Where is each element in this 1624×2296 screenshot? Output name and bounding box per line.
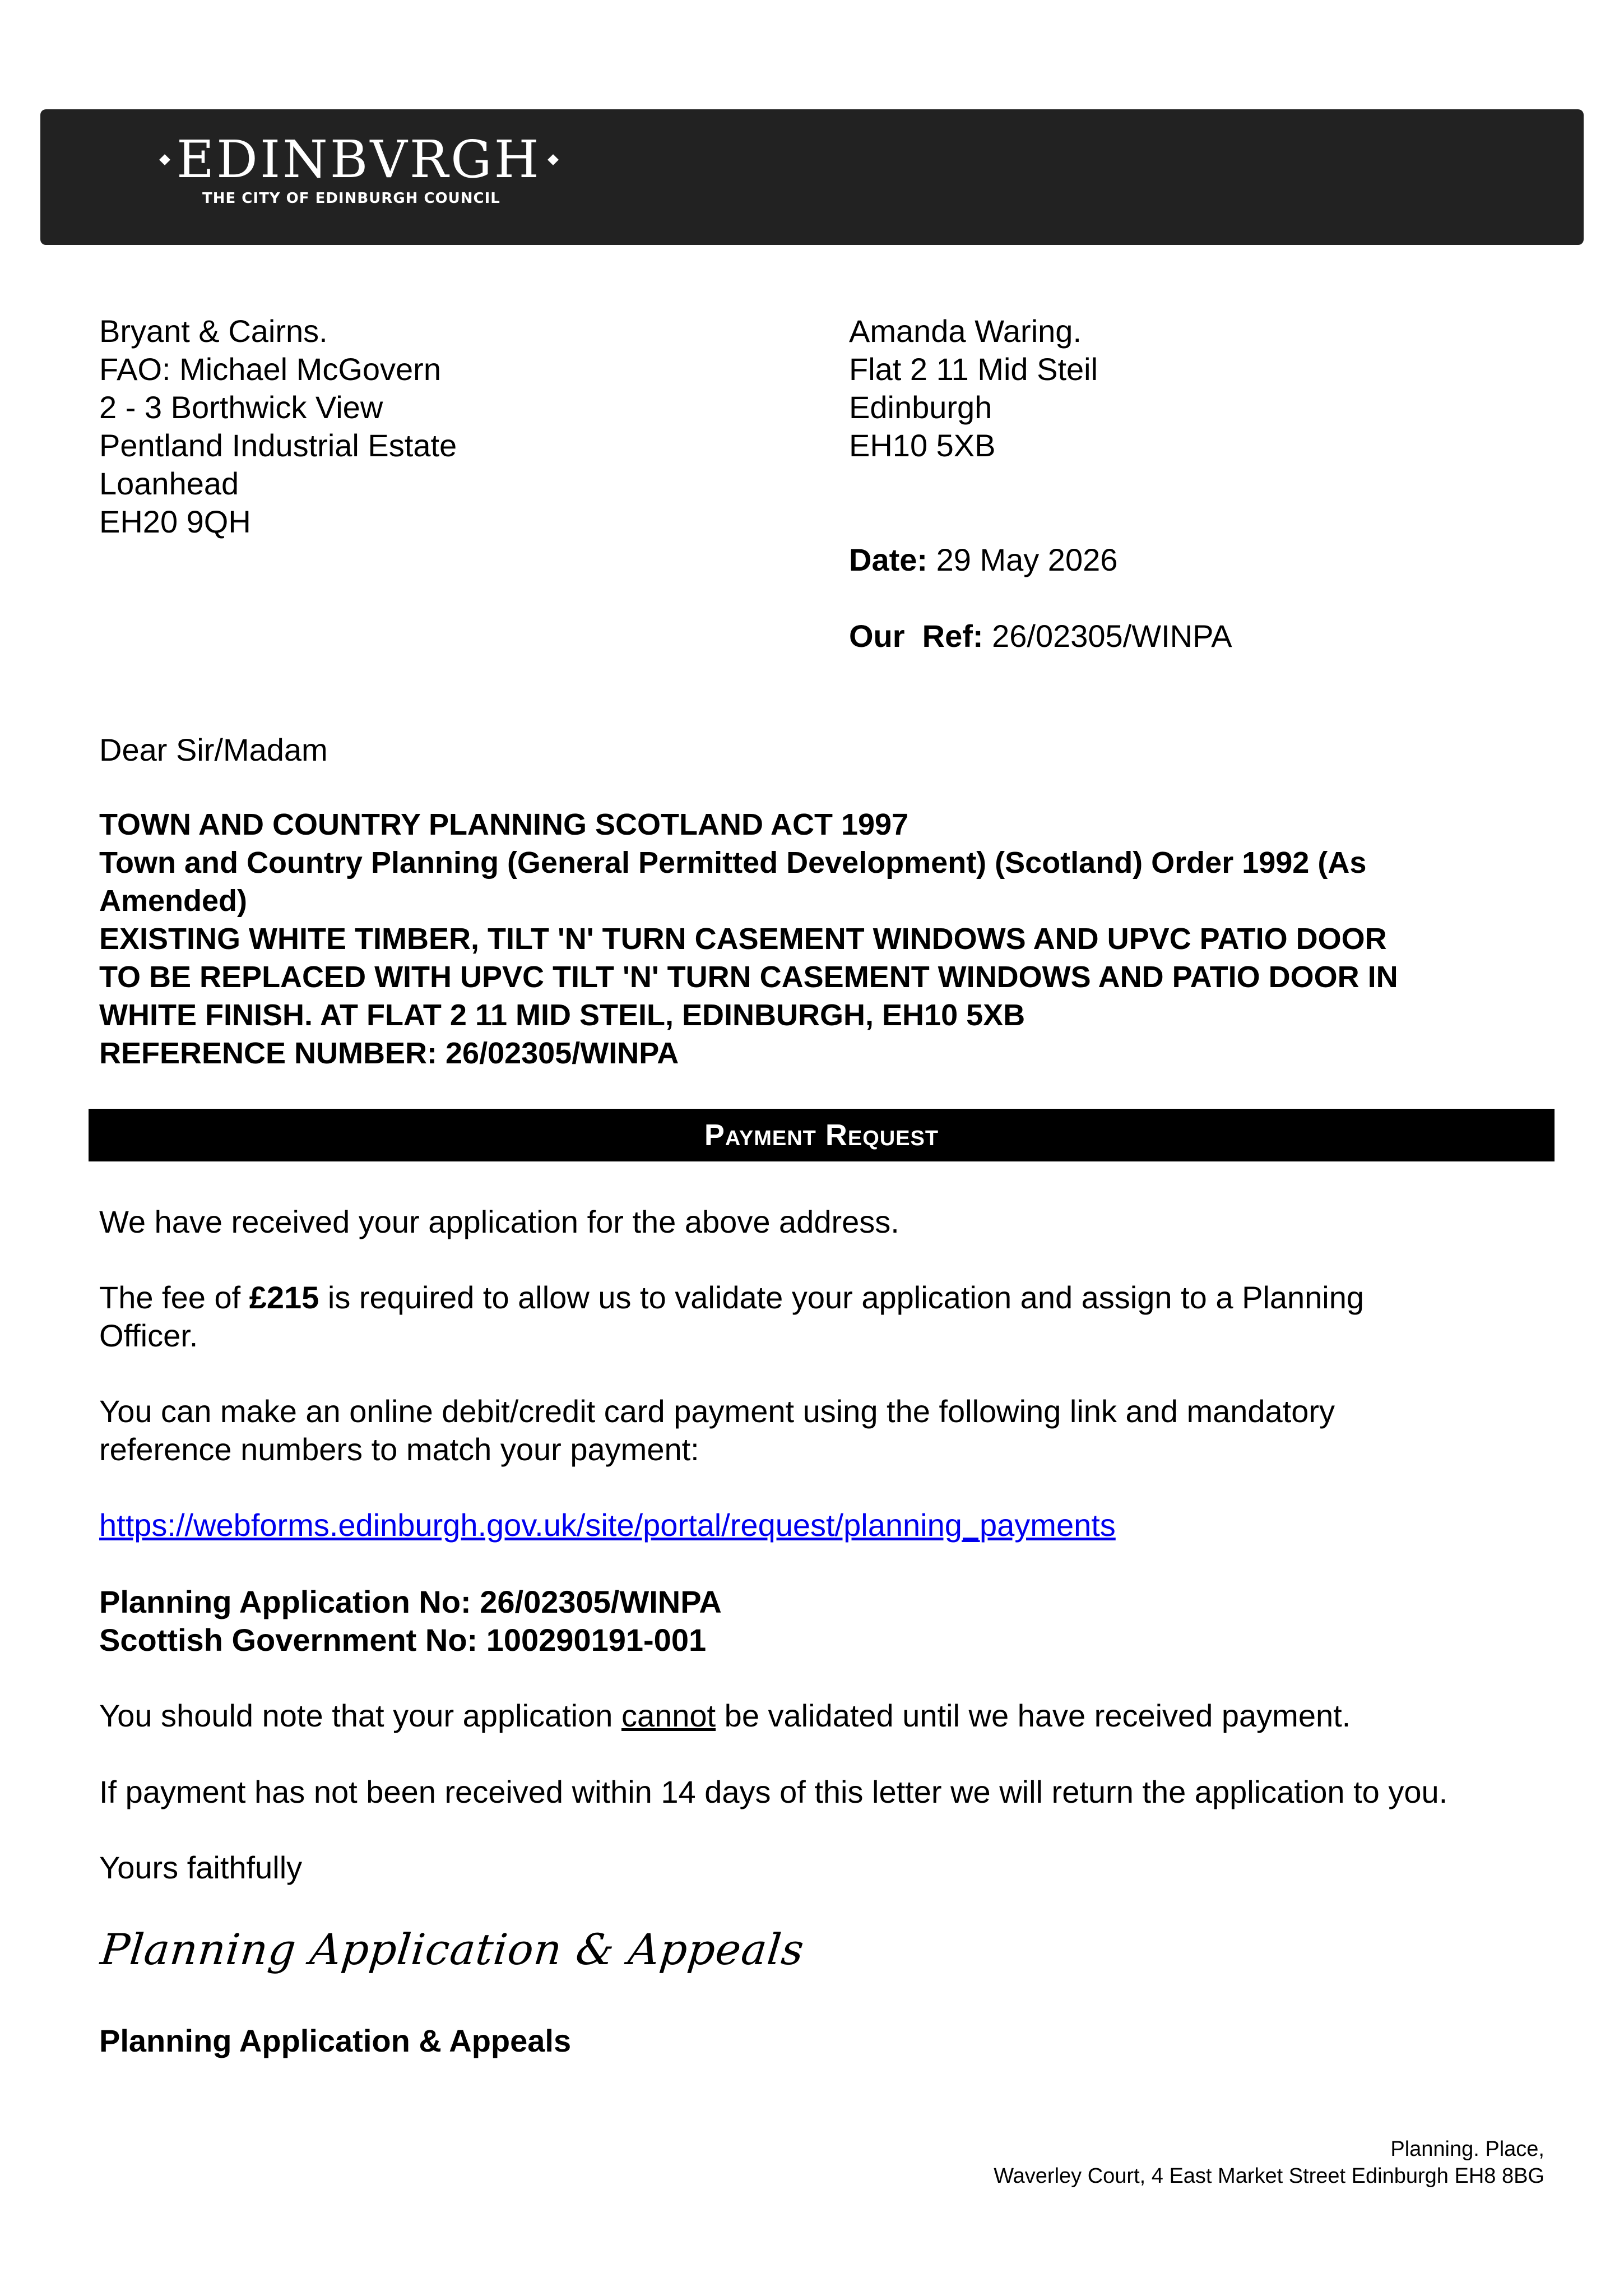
logo-diamond-left <box>159 154 170 165</box>
payment-request-heading <box>89 1109 1555 1161</box>
sender-line: EH20 9QH <box>99 504 251 539</box>
letter-date <box>849 541 1117 579</box>
note-text: You should note that your application <box>99 1698 621 1733</box>
logo-subtitle: THE CITY OF EDINBURGH COUNCIL <box>202 190 500 207</box>
council-banner <box>40 109 1584 245</box>
letter-reference <box>849 617 1232 655</box>
fee-paragraph <box>99 1279 1556 1355</box>
footer-line: Waverley Court, 4 East Market Street Edinburgh EH8 8BG <box>994 2164 1544 2188</box>
received-paragraph: We have received your application for the above address. <box>99 1204 899 1239</box>
fee-text: is required to allow us to validate your application and assign to a Planning <box>319 1280 1365 1315</box>
subject-block <box>99 806 1556 1072</box>
subject-line: TO BE REPLACED WITH UPVC TILT 'N' TURN CASEMENT WINDOWS AND PATIO DOOR IN <box>99 960 1398 994</box>
recipient-line: Amanda Waring. <box>849 313 1082 349</box>
sender-line: Pentland Industrial Estate <box>99 428 457 463</box>
subject-line: EXISTING WHITE TIMBER, TILT 'N' TURN CASEMENT WINDOWS AND UPVC PATIO DOOR <box>99 922 1387 956</box>
subject-line: TOWN AND COUNTRY PLANNING SCOTLAND ACT 1997 <box>99 808 909 841</box>
subject-line: WHITE FINISH. AT FLAT 2 11 MID STEIL, EDINBURGH, EH10 5XB <box>99 998 1026 1032</box>
recipient-line: EH10 5XB <box>849 428 996 463</box>
sender-line: FAO: Michael McGovern <box>99 351 441 387</box>
footer-line: Planning. Place, <box>1390 2137 1544 2161</box>
closing: Yours faithfully <box>99 1850 303 1885</box>
date-value: 29 May 2026 <box>936 542 1118 577</box>
scottish-government-number: Scottish Government No: 100290191-001 <box>99 1622 707 1658</box>
sender-line: Bryant & Cairns. <box>99 313 328 349</box>
online-text: You can make an online debit/credit card payment using the following link and mandatory <box>99 1394 1335 1429</box>
recipient-address <box>849 312 1098 465</box>
planning-application-number: Planning Application No: 26/02305/WINPA <box>99 1584 722 1619</box>
subject-line: REFERENCE NUMBER: 26/02305/WINPA <box>99 1036 679 1070</box>
payment-link[interactable]: https://webforms.edinburgh.gov.uk/site/portal/request/planning_payments <box>99 1507 1116 1543</box>
signatory-name: Planning Application & Appeals <box>99 2023 572 2058</box>
return-notice: If payment has not been received within 14 days of this letter we will return the application to you. <box>99 1774 1448 1809</box>
date-label: Date: <box>849 542 928 577</box>
recipient-line: Flat 2 11 Mid Steil <box>849 351 1098 387</box>
online-text: reference numbers to match your payment: <box>99 1432 699 1467</box>
fee-text: Officer. <box>99 1318 198 1353</box>
logo-wordmark: EDINBVRGH <box>177 129 541 189</box>
logo-diamond-right <box>547 154 559 165</box>
sender-address <box>99 312 457 541</box>
salutation: Dear Sir/Madam <box>99 732 328 767</box>
note-emphasis: cannot <box>621 1698 716 1733</box>
subject-line: Amended) <box>99 884 248 918</box>
reference-numbers <box>99 1583 1556 1659</box>
fee-text: The fee of <box>99 1280 249 1315</box>
sender-line: Loanhead <box>99 466 239 501</box>
fee-amount: £215 <box>249 1280 319 1315</box>
note-text: be validated until we have received payment. <box>716 1698 1351 1733</box>
online-payment-paragraph <box>99 1392 1556 1469</box>
validation-note <box>99 1697 1556 1735</box>
ref-value: 26/02305/WINPA <box>992 618 1232 654</box>
recipient-line: Edinburgh <box>849 390 992 425</box>
handwritten-signature: Planning Application & Appeals <box>98 1924 807 1974</box>
subject-line: Town and Country Planning (General Permitted Development) (Scotland) Order 1992 (As <box>99 846 1367 879</box>
section-title: Payment Request <box>704 1118 939 1152</box>
payment-link-row <box>99 1506 1556 1544</box>
sender-line: 2 - 3 Borthwick View <box>99 390 383 425</box>
footer-address <box>994 2136 1544 2189</box>
ref-label: Our Ref: <box>849 618 983 654</box>
council-logo <box>161 129 557 207</box>
